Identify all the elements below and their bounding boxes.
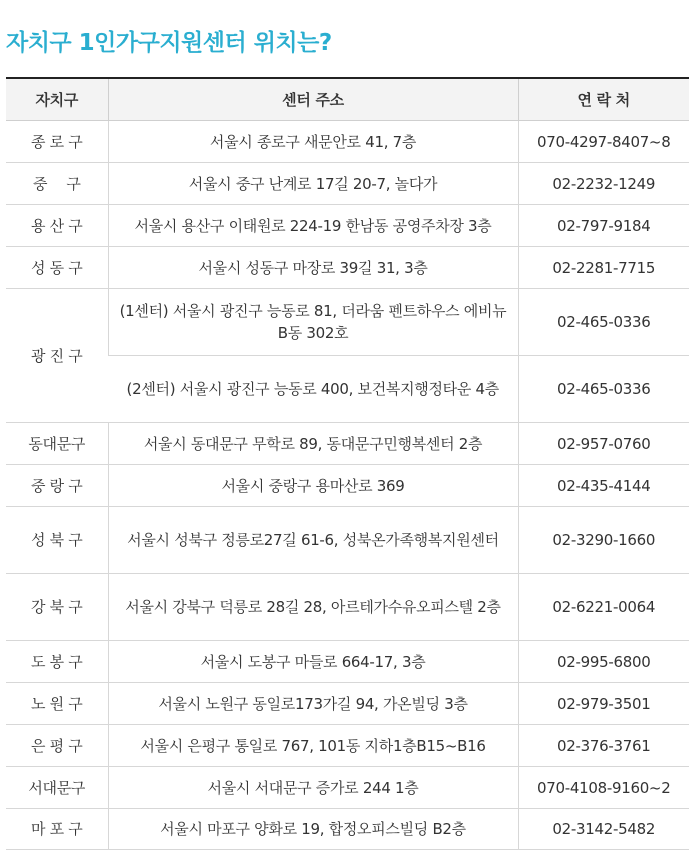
table-row	[6, 289, 689, 356]
address-cell: 서울시 노원구 동일로173가길 94, 가온빌딩 3층	[108, 683, 518, 725]
address-cell: 서울시 은평구 통일로 767, 101동 지하1층B15~B16	[108, 725, 518, 767]
phone-cell: 070-4108-9160~2	[518, 767, 689, 809]
phone-cell: 02-3142-5482	[518, 809, 689, 850]
address-cell: 서울시 강북구 덕릉로 28길 28, 아르테가수유오피스텔 2층	[108, 574, 518, 641]
table-header-row	[6, 78, 689, 121]
header-address: 센터 주소	[108, 78, 518, 121]
table-row	[6, 247, 689, 289]
table-row	[6, 507, 689, 574]
table-row	[6, 163, 689, 205]
address-cell: 서울시 중랑구 용마산로 369	[108, 465, 518, 507]
address-cell: 서울시 동대문구 무학로 89, 동대문구민행복센터 2층	[108, 423, 518, 465]
district-cell: 성 북 구	[6, 507, 108, 574]
phone-cell: 070-4297-8407~8	[518, 121, 689, 163]
phone-cell: 02-797-9184	[518, 205, 689, 247]
phone-cell: 02-435-4144	[518, 465, 689, 507]
district-cell: 성 동 구	[6, 247, 108, 289]
table-row	[6, 767, 689, 809]
address-cell: 서울시 종로구 새문안로 41, 7층	[108, 121, 518, 163]
district-cell: 중 랑 구	[6, 465, 108, 507]
district-cell: 동대문구	[6, 423, 108, 465]
phone-cell: 02-6221-0064	[518, 574, 689, 641]
district-cell: 광 진 구	[6, 289, 108, 423]
district-cell: 용 산 구	[6, 205, 108, 247]
table-row	[6, 574, 689, 641]
table-row	[6, 725, 689, 767]
header-phone: 연 락 처	[518, 78, 689, 121]
center-location-table	[6, 77, 689, 850]
address-cell: (2센터) 서울시 광진구 능동로 400, 보건복지행정타운 4층	[108, 356, 518, 423]
phone-cell: 02-995-6800	[518, 641, 689, 683]
district-cell: 서대문구	[6, 767, 108, 809]
address-cell: 서울시 성동구 마장로 39길 31, 3층	[108, 247, 518, 289]
address-cell: 서울시 도봉구 마들로 664-17, 3층	[108, 641, 518, 683]
district-cell: 도 봉 구	[6, 641, 108, 683]
address-cell: 서울시 마포구 양화로 19, 합정오피스빌딩 B2층	[108, 809, 518, 850]
district-cell: 중 구	[6, 163, 108, 205]
table-row	[6, 121, 689, 163]
table-row	[6, 205, 689, 247]
district-cell: 강 북 구	[6, 574, 108, 641]
district-cell: 마 포 구	[6, 809, 108, 850]
address-cell: 서울시 용산구 이태원로 224-19 한남동 공영주차장 3층	[108, 205, 518, 247]
phone-cell: 02-2232-1249	[518, 163, 689, 205]
phone-cell: 02-2281-7715	[518, 247, 689, 289]
district-cell: 종 로 구	[6, 121, 108, 163]
phone-cell: 02-957-0760	[518, 423, 689, 465]
address-cell: 서울시 중구 난계로 17길 20-7, 놀다가	[108, 163, 518, 205]
table-row	[6, 809, 689, 850]
table-row	[6, 465, 689, 507]
table-row	[6, 356, 689, 423]
district-cell: 은 평 구	[6, 725, 108, 767]
address-cell: 서울시 서대문구 증가로 244 1층	[108, 767, 518, 809]
phone-cell: 02-465-0336	[518, 289, 689, 356]
table-row	[6, 423, 689, 465]
phone-cell: 02-3290-1660	[518, 507, 689, 574]
district-cell: 노 원 구	[6, 683, 108, 725]
phone-cell: 02-979-3501	[518, 683, 689, 725]
table-row	[6, 683, 689, 725]
address-cell: (1센터) 서울시 광진구 능동로 81, 더라움 펜트하우스 에비뉴B동 302호	[108, 289, 518, 356]
table-row	[6, 641, 689, 683]
phone-cell: 02-465-0336	[518, 356, 689, 423]
page-title: 자치구 1인가구지원센터 위치는?	[6, 30, 332, 56]
header-district: 자치구	[6, 78, 108, 121]
phone-cell: 02-376-3761	[518, 725, 689, 767]
address-cell: 서울시 성북구 정릉로27길 61-6, 성북온가족행복지원센터	[108, 507, 518, 574]
